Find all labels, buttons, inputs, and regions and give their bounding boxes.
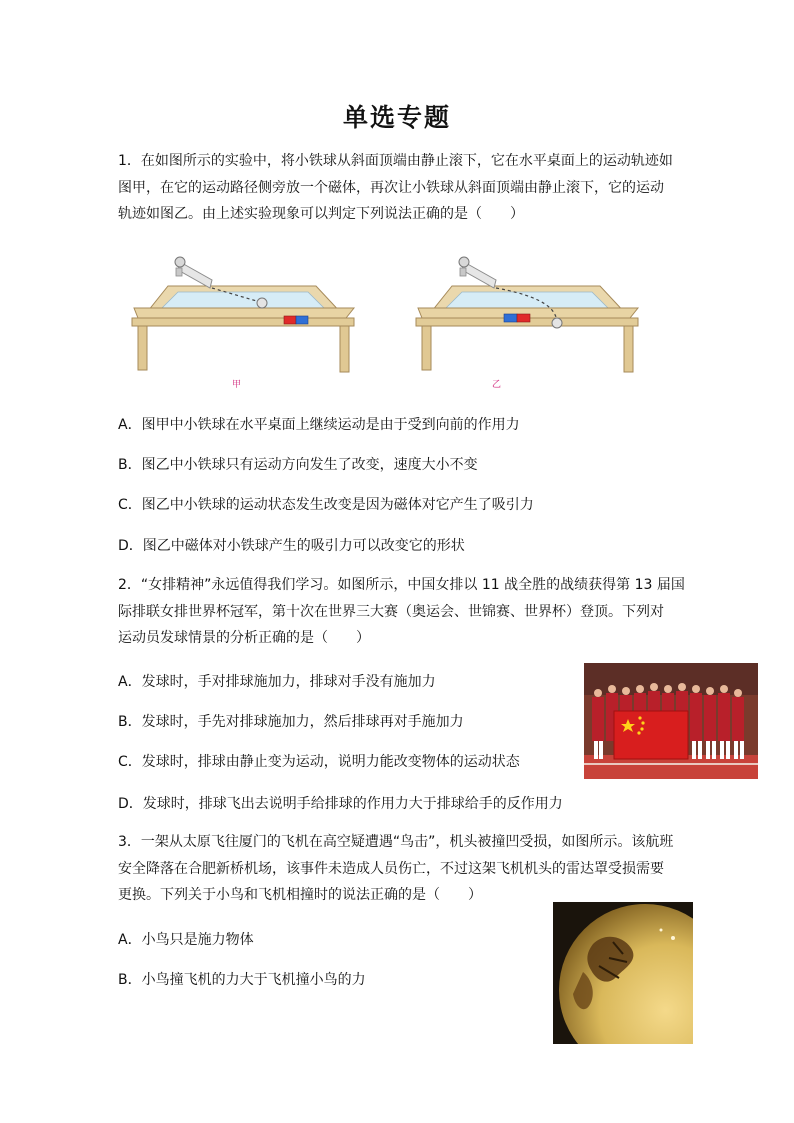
question-1-line-1: 1．在如图所示的实验中，将小铁球从斜面顶端由静止滚下，它在水平桌面上的运动轨迹如 — [118, 153, 673, 169]
question-2-line-1: 2．“女排精神”永远值得我们学习。如图所示，中国女排以 11 战全胜的战绩获得第 13 届国 — [118, 577, 685, 593]
question-2-option-a[interactable]: A．发球时，手对排球施加力，排球对手没有施加力 — [118, 674, 436, 690]
question-1-option-b[interactable]: B．图乙中小铁球只有运动方向发生了改变，速度大小不变 — [118, 457, 478, 473]
question-3-stem — [118, 829, 678, 909]
question-2-line-2: 际排联女排世界杯冠军，第十次在世界三大赛（奥运会、世锦赛、世界杯）登顶。下列对 — [118, 603, 664, 620]
question-1-option-c[interactable]: C．图乙中小铁球的运动状态发生改变是因为磁体对它产生了吸引力 — [118, 497, 534, 513]
question-2-line-3: 运动员发球情景的分析正确的是（ ） — [118, 630, 370, 646]
figure-yi-table — [412, 252, 644, 374]
page-title: 单选专题 — [342, 103, 451, 132]
question-1-line-3: 轨迹如图乙。由上述实验现象可以判定下列说法正确的是（ ） — [118, 206, 524, 222]
question-2-option-d[interactable]: D．发球时，排球飞出去说明手给排球的作用力大于排球给手的反作用力 — [118, 796, 563, 812]
damaged-plane-nose-photo — [553, 902, 693, 1044]
question-2-option-b[interactable]: B．发球时，手先对排球施加力，然后排球再对手施加力 — [118, 714, 464, 730]
question-1-option-d[interactable]: D．图乙中磁体对小铁球产生的吸引力可以改变它的形状 — [118, 538, 465, 554]
question-1-line-2: 图甲，在它的运动路径侧旁放一个磁体，再次让小铁球从斜面顶端由静止滚下，它的运动 — [118, 179, 664, 196]
question-3-line-3: 更换。下列关于小鸟和飞机相撞时的说法正确的是（ ） — [118, 887, 482, 903]
question-2-option-c[interactable]: C．发球时，排球由静止变为运动，说明力能改变物体的运动状态 — [118, 754, 520, 770]
question-3-line-1: 3．一架从太原飞往厦门的飞机在高空疑遭遇“鸟击”，机头被撞凹受损，如图所示。该航班 — [118, 834, 674, 850]
figure-jia-table — [128, 252, 360, 374]
question-2-stem — [118, 572, 685, 652]
volleyball-team-photo — [584, 663, 758, 779]
question-3-option-b[interactable]: B．小鸟撞飞机的力大于飞机撞小鸟的力 — [118, 972, 366, 988]
figure-caption-jia: 甲 — [232, 380, 242, 390]
question-3-line-2: 安全降落在合肥新桥机场，该事件未造成人员伤亡，不过这架飞机机头的雷达罩受损需要 — [118, 860, 664, 877]
question-3-option-a[interactable]: A．小鸟只是施力物体 — [118, 932, 254, 948]
question-1-option-a[interactable]: A．图甲中小铁球在水平桌面上继续运动是由于受到向前的作用力 — [118, 417, 520, 433]
figure-caption-yi: 乙 — [492, 380, 502, 390]
question-1-stem — [118, 148, 678, 228]
